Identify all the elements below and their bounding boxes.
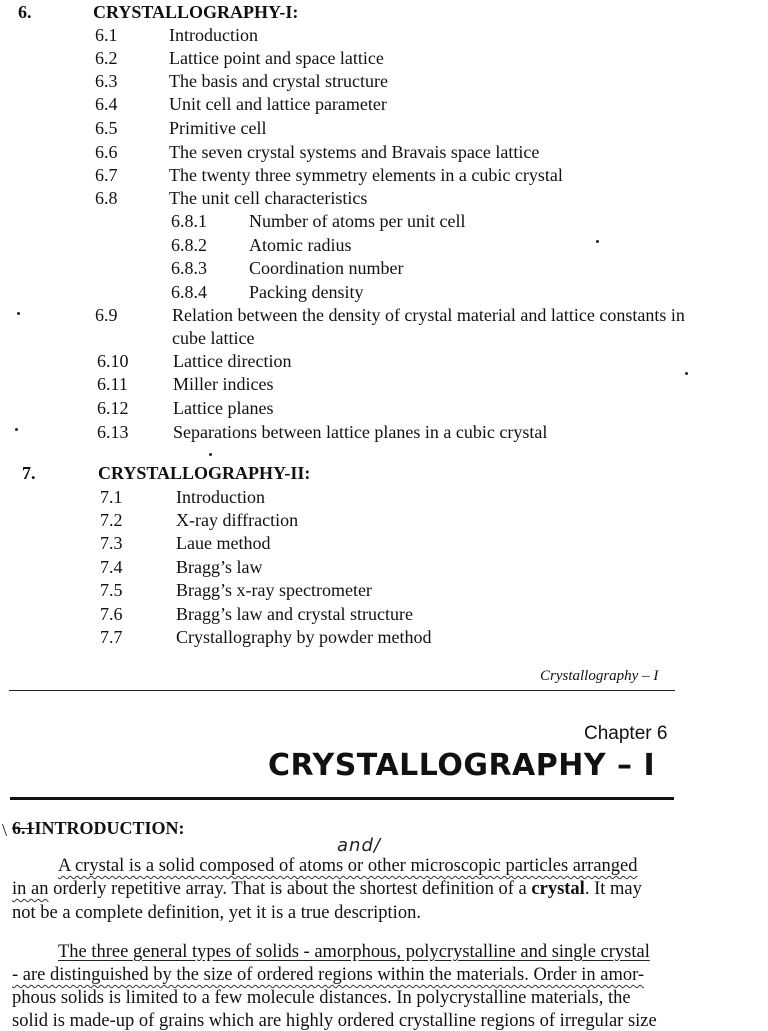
paragraph-line: The three general types of solids - amorphous, polycrystalline and single crystal	[58, 942, 650, 962]
margin-tick-mark: \	[2, 820, 8, 840]
toc-item-number: 6.7	[95, 165, 118, 185]
toc-subitem-number: 6.8.2	[171, 235, 207, 255]
toc-item-text: Relation between the density of crystal material and lattice constants in	[172, 305, 685, 325]
toc-item-number: 6.13	[97, 422, 129, 442]
toc-item-number: 6.8	[95, 188, 118, 208]
toc-item-text: X-ray diffraction	[176, 510, 299, 530]
section-heading	[12, 818, 185, 839]
toc-item-number: 7.6	[100, 604, 123, 624]
section-number: 6.1	[12, 818, 35, 838]
toc-subitem-text: Atomic radius	[249, 235, 352, 255]
toc-item-text: Bragg’s law and crystal structure	[176, 604, 413, 624]
scan-dot	[17, 312, 20, 315]
paragraph-line: in an orderly repetitive array. That is about the shortest definition of a crystal. It may	[12, 879, 642, 899]
paragraph-line: phous solids is limited to a few molecule distances. In polycrystalline materials, the	[12, 988, 631, 1008]
toc-subitem-text: Packing density	[249, 282, 364, 302]
toc-subitem-number: 6.8.3	[171, 258, 207, 278]
toc-item-number: 6.9	[95, 305, 118, 325]
toc-chapter-number: 7.	[22, 463, 36, 483]
toc-item-text: Separations between lattice planes in a cubic crystal	[173, 422, 548, 442]
section-title: INTRODUCTION:	[34, 818, 185, 838]
toc-item-number: 7.2	[100, 510, 123, 530]
toc-item-text: Crystallography by powder method	[176, 627, 432, 647]
scan-dot	[209, 453, 212, 456]
toc-item-number: 7.7	[100, 627, 123, 647]
toc-subitem-number: 6.8.1	[171, 211, 207, 231]
running-header: Crystallography – I	[540, 668, 659, 684]
toc-item-text: The basis and crystal structure	[169, 71, 388, 91]
paragraph-line: not be a complete definition, yet it is a true description.	[12, 903, 421, 923]
toc-item-text: The unit cell characteristics	[169, 188, 368, 208]
toc-item-text: Bragg’s law	[176, 557, 263, 577]
handwritten-note: and/	[337, 835, 381, 856]
toc-item-number: 7.3	[100, 533, 123, 553]
toc-item-number: 6.1	[95, 25, 118, 45]
toc-item-number: 7.4	[100, 557, 123, 577]
toc-item-text: Lattice planes	[173, 398, 274, 418]
toc-item-text: Miller indices	[173, 374, 274, 394]
toc-item-text: The seven crystal systems and Bravais space lattice	[169, 142, 540, 162]
toc-item-number: 6.5	[95, 118, 118, 138]
toc-item-number: 6.3	[95, 71, 118, 91]
toc-subitem-text: Coordination number	[249, 258, 404, 278]
toc-item-number: 6.6	[95, 142, 118, 162]
toc-item-text: Introduction	[176, 487, 265, 507]
toc-item-number: 6.10	[97, 351, 129, 371]
paragraph-line: solid is made-up of grains which are highly ordered crystalline regions of irregular size	[12, 1011, 657, 1031]
toc-item-number: 6.4	[95, 94, 118, 114]
toc-item-text: Bragg’s x-ray spectrometer	[176, 580, 372, 600]
toc-item-number: 6.11	[97, 374, 128, 394]
toc-chapter-title: CRYSTALLOGRAPHY-II:	[98, 463, 311, 483]
page-divider	[9, 690, 675, 691]
toc-subitem-text: Number of atoms per unit cell	[249, 211, 466, 231]
toc-item-text: Lattice point and space lattice	[169, 48, 384, 68]
toc-item-text: Lattice direction	[173, 351, 292, 371]
toc-item-text-continued: cube lattice	[172, 328, 255, 348]
toc-chapter-number: 6.	[18, 2, 32, 22]
toc-chapter-title: CRYSTALLOGRAPHY-I:	[93, 2, 299, 22]
toc-item-number: 6.2	[95, 48, 118, 68]
toc-item-number: 7.1	[100, 487, 123, 507]
scan-dot	[15, 428, 18, 431]
toc-item-text: Unit cell and lattice parameter	[169, 94, 387, 114]
paragraph-line: - are distinguished by the size of ordered regions within the materials. Order in amor-	[12, 965, 645, 985]
chapter-heading: CRYSTALLOGRAPHY – I	[268, 748, 656, 783]
toc-item-number: 7.5	[100, 580, 123, 600]
toc-item-text: The twenty three symmetry elements in a cubic crystal	[169, 165, 563, 185]
scan-dot	[596, 240, 599, 243]
toc-item-text: Laue method	[176, 533, 271, 553]
paragraph-line: A crystal is a solid composed of atoms or other microscopic particles arranged	[58, 856, 638, 876]
toc-item-number: 6.12	[97, 398, 129, 418]
toc-item-text: Primitive cell	[169, 118, 267, 138]
chapter-label: Chapter 6	[584, 723, 668, 744]
toc-subitem-number: 6.8.4	[171, 282, 207, 302]
toc-item-text: Introduction	[169, 25, 258, 45]
chapter-heading-rule	[10, 797, 674, 800]
scan-dot	[685, 372, 688, 375]
